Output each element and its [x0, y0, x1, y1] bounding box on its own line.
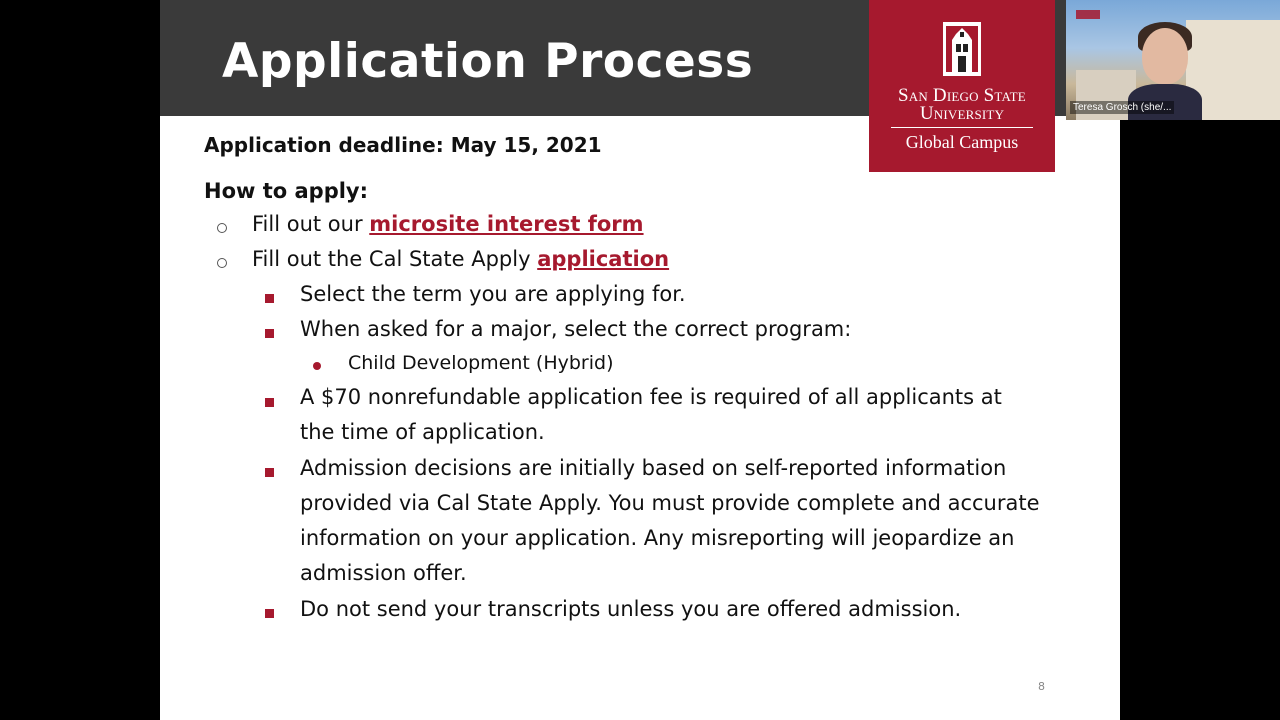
- square-bullet-icon: [265, 294, 274, 303]
- square-bullet-icon: [265, 398, 274, 407]
- presentation-slide: [160, 0, 1120, 720]
- logo-divider: [891, 127, 1033, 128]
- list-item: Admission decisions are initially based on self-reported information: [300, 456, 1007, 480]
- list-item: [252, 212, 644, 236]
- tower-emblem-icon: [939, 16, 985, 80]
- list-item-continuation: admission offer.: [300, 561, 467, 585]
- participant-name-label: Teresa Grosch (she/...: [1070, 101, 1174, 114]
- list-item: Select the term you are applying for.: [300, 282, 686, 306]
- participant-face: [1142, 28, 1188, 84]
- list-item-continuation: the time of application.: [300, 420, 545, 444]
- cal-state-apply-application-link[interactable]: application: [537, 247, 670, 271]
- logo-line-university: University: [919, 103, 1005, 124]
- slide-title: Application Process: [222, 34, 754, 89]
- logo-line-university-name: San Diego State: [898, 85, 1026, 106]
- list-item: A $70 nonrefundable application fee is required of all applicants at: [300, 385, 1002, 409]
- slide-page-number: 8: [1038, 680, 1045, 693]
- square-bullet-icon: [265, 468, 274, 477]
- dot-bullet-icon: [313, 362, 321, 370]
- item-text: Fill out the Cal State Apply: [252, 247, 538, 271]
- logo-line-global-campus: Global Campus: [905, 132, 1019, 152]
- list-item-continuation: information on your application. Any misreporting will jeopardize an: [300, 526, 1015, 550]
- square-bullet-icon: [265, 329, 274, 338]
- tile-logo-icon: [1076, 10, 1100, 19]
- square-bullet-icon: [265, 609, 274, 618]
- microsite-interest-form-link[interactable]: microsite interest form: [369, 212, 644, 236]
- list-item-continuation: provided via Cal State Apply. You must provide complete and accurate: [300, 491, 1040, 515]
- hollow-circle-bullet-icon: [217, 258, 227, 268]
- list-item: [252, 247, 669, 271]
- application-deadline: Application deadline: May 15, 2021: [204, 133, 602, 157]
- university-logo: [869, 0, 1055, 172]
- list-item: Do not send your transcripts unless you are offered admission.: [300, 597, 962, 621]
- item-text: Fill out our: [252, 212, 370, 236]
- list-item: Child Development (Hybrid): [348, 352, 614, 374]
- how-to-apply-heading: How to apply:: [204, 179, 369, 203]
- hollow-circle-bullet-icon: [217, 223, 227, 233]
- participant-video-tile[interactable]: [1066, 0, 1280, 120]
- list-item: When asked for a major, select the correct program:: [300, 317, 852, 341]
